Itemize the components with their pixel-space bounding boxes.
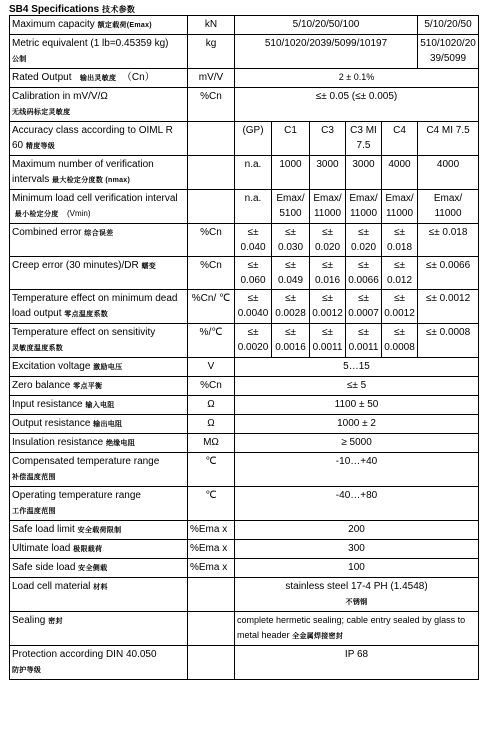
param-cn: 密封 [48,618,63,625]
param-en: Output resistance [12,418,91,429]
value-en: stainless steel 17-4 PH (1.4548) [285,581,428,592]
param-en: Input resistance [12,399,83,410]
unit-cell: ℃ [188,487,235,521]
param-cell [10,122,188,156]
value-cell: 4000 [382,156,418,190]
value-cell: ≤± 0.0066 [418,257,479,290]
value-cell: n.a. [235,190,272,224]
row-input-resistance [10,396,479,415]
value-cell: C4 [382,122,418,156]
param-en: Minimum load cell verification interval [12,193,178,204]
param-cn: 无线码标定灵敏度 [12,109,71,116]
value-cn: 不锈钢 [345,599,368,606]
value-cell: Emax/ 5100 [272,190,310,224]
value-cell: C4 MI 7.5 [418,122,479,156]
unit-cell: %Cn [188,224,235,257]
param-cell [10,88,188,122]
param-en: Safe side load [12,562,76,573]
param-cn: 输入电阻 [85,402,115,409]
title-cn: 技术参数 [102,5,136,14]
value-cell: ≤± 0.0012 [382,290,418,324]
unit-cell: V [188,358,235,377]
value-cell: ≤± 0.0008 [382,324,418,358]
unit-cell [188,612,235,646]
value-cell: C3 [310,122,346,156]
unit-cell: MΩ [188,434,235,453]
row-maximum-capacity [10,16,479,35]
row-load-cell-material [10,578,479,612]
value-cell: ≤± 0.020 [310,224,346,257]
value-cell: C1 [272,122,310,156]
unit-cell: %Ema x [188,521,235,540]
value-cell: ≤± 0.016 [310,257,346,290]
unit-cell: kN [188,16,235,35]
row-output-resistance [10,415,479,434]
value-cell: ≤± 0.0007 [346,290,382,324]
row-safe-load-limit [10,521,479,540]
unit-cell [188,190,235,224]
value-cell: ≤± 0.0028 [272,290,310,324]
param-en: Maximum number of verification intervals [12,159,154,185]
value-cn: 全金属焊接密封 [292,633,344,640]
param-en: Creep error (30 minutes)/DR [12,260,139,271]
value-en: complete hermetic sealing; cable entry sealed by glass to metal header [237,615,466,640]
value-cell: ≥ 5000 [235,434,479,453]
param-cn: 补偿温度范围 [12,474,56,481]
value-cell: 5/10/20/50/100 [235,16,418,35]
row-ultimate-load [10,540,479,559]
param-cell [10,257,188,290]
param-cn: 最大检定分度数 (nmax) [52,177,131,184]
value-cell: 1100 ± 50 [235,396,479,415]
param-cell [10,358,188,377]
param-cn: 最小检定分度 [14,211,59,218]
value-cell [235,578,479,612]
value-cell: 3000 [310,156,346,190]
param-en: Combined error [12,227,82,238]
value-cell: ≤± 5 [235,377,479,396]
param-cell [10,559,188,578]
value-cell: ≤± 0.060 [235,257,272,290]
value-cell: ≤± 0.0016 [272,324,310,358]
param-en: Sealing [12,615,46,626]
param-cn: 材料 [93,584,108,591]
param-cn-symbol: (Vmin) [66,209,91,218]
value-cell: ≤± 0.0066 [346,257,382,290]
param-cell [10,377,188,396]
value-cell: C3 MI 7.5 [346,122,382,156]
unit-cell: %Ema x [188,540,235,559]
param-cell [10,415,188,434]
unit-cell [188,156,235,190]
value-cell: ≤± 0.049 [272,257,310,290]
row-accuracy-class [10,122,479,156]
value-cell: ≤± 0.0012 [310,290,346,324]
param-cell [10,190,188,224]
unit-cell: %Ema x [188,559,235,578]
param-en: Insulation resistance [12,437,104,448]
param-en: Calibration in mV/V/Ω [12,91,108,102]
param-cell [10,35,188,69]
param-cn: 综合误差 [84,230,114,237]
param-en: Load cell material [12,581,91,592]
unit-cell: ℃ [188,453,235,487]
value-cell: 300 [235,540,479,559]
page-title [9,4,135,15]
value-cell: ≤± 0.0011 [310,324,346,358]
row-temp-effect-sensitivity [10,324,479,358]
param-cn: 零点温度系数 [64,311,109,318]
param-cn: 零点平衡 [73,383,103,390]
param-cn: 精度等级 [25,143,56,150]
value-cell: (GP) [235,122,272,156]
value-cell: Emax/ 11000 [382,190,418,224]
row-zero-balance [10,377,479,396]
value-cell: ≤± 0.040 [235,224,272,257]
param-cell [10,434,188,453]
param-cn: 工作温度范围 [12,508,56,515]
param-cn: 安全侧载 [78,565,108,572]
unit-cell: %/℃ [188,324,235,358]
row-compensated-temperature [10,453,479,487]
value-cell: 100 [235,559,479,578]
value-cell: ≤± 0.020 [346,224,382,257]
row-safe-side-load [10,559,479,578]
param-cn: 蠕变 [141,263,157,270]
param-cn: 灵敏度温度系数 [12,345,64,352]
row-operating-temperature [10,487,479,521]
param-cell [10,612,188,646]
param-cn: 输出灵敏度 [79,75,117,82]
param-cell [10,324,188,358]
unit-cell: %Cn [188,377,235,396]
param-en: Ultimate load [12,543,71,554]
row-rated-output [10,69,479,88]
unit-cell: Ω [188,396,235,415]
param-cell [10,487,188,521]
row-calibration [10,88,479,122]
param-en: Accuracy class according to OIML R 60 [12,125,173,151]
param-en: Compensated temperature range [12,456,160,467]
row-creep-error [10,257,479,290]
unit-cell [188,578,235,612]
value-cell: ≤± 0.05 (≤± 0.005) [235,88,479,122]
value-cell: 1000 ± 2 [235,415,479,434]
value-cell: 510/1020/20 39/5099 [418,35,479,69]
value-cell: 510/1020/2039/5099/10197 [235,35,418,69]
param-en: Zero balance [12,380,71,391]
unit-cell: Ω [188,415,235,434]
value-cell: ≤± 0.018 [418,224,479,257]
param-en: Temperature effect on minimum dead load output [12,293,178,319]
value-cell: 5…15 [235,358,479,377]
param-cn-symbol: （Cn） [121,72,155,83]
value-cell: 1000 [272,156,310,190]
param-cn: 极限载荷 [73,546,103,553]
unit-cell: mV/V [188,69,235,88]
value-cell: 3000 [346,156,382,190]
param-cn: 激励电压 [93,364,123,371]
value-cell: Emax/ 11000 [346,190,382,224]
value-cell: -10…+40 [235,453,479,487]
param-cell [10,521,188,540]
param-cell [10,578,188,612]
row-temp-effect-dead-load [10,290,479,324]
value-cell: ≤± 0.0012 [418,290,479,324]
param-cell [10,646,188,680]
value-cell: Emax/ 11000 [310,190,346,224]
row-excitation-voltage [10,358,479,377]
unit-cell: %Cn [188,88,235,122]
param-cell [10,69,188,88]
param-cell [10,290,188,324]
value-cell: 200 [235,521,479,540]
param-en: Operating temperature range [12,490,141,501]
row-metric-equivalent [10,35,479,69]
row-combined-error [10,224,479,257]
param-cn: 安全载荷限制 [77,527,122,534]
param-cell [10,540,188,559]
param-cell [10,156,188,190]
param-en: Rated Output [12,72,72,83]
value-cell: ≤± 0.012 [382,257,418,290]
param-cell [10,396,188,415]
unit-cell [188,122,235,156]
param-cell [10,453,188,487]
unit-cell: %Cn [188,257,235,290]
value-cell: ≤± 0.0008 [418,324,479,358]
row-max-verification-intervals [10,156,479,190]
row-protection [10,646,479,680]
value-cell: n.a. [235,156,272,190]
param-cn: 绝缘电阻 [105,440,136,447]
param-cn: 公制 [12,56,27,63]
param-cn: 防护等级 [12,667,42,674]
param-en: Excitation voltage [12,361,91,372]
row-sealing [10,612,479,646]
param-en: Safe load limit [12,524,75,535]
param-cn: 输出电阻 [93,421,123,428]
unit-cell: kg [188,35,235,69]
value-cell: 5/10/20/50 [418,16,479,35]
value-cell: ≤± 0.018 [382,224,418,257]
value-cell: ≤± 0.030 [272,224,310,257]
param-en: Protection according DIN 40.050 [12,649,157,660]
spec-table [9,15,479,680]
param-cell [10,16,188,35]
value-cell: ≤± 0.0040 [235,290,272,324]
row-min-verification-interval [10,190,479,224]
value-cell: IP 68 [235,646,479,680]
param-en: Temperature effect on sensitivity [12,327,156,338]
param-en: Metric equivalent (1 lb=0.45359 kg) [12,38,169,49]
title-en: SB4 Specifications [9,4,100,15]
value-cell: 4000 [418,156,479,190]
param-cell [10,224,188,257]
value-cell: Emax/ 11000 [418,190,479,224]
unit-cell: %Cn/ ℃ [188,290,235,324]
value-cell [235,612,479,646]
value-cell: -40…+80 [235,487,479,521]
value-cell: 2 ± 0.1% [235,69,479,88]
value-cell: ≤± 0.0020 [235,324,272,358]
param-en: Maximum capacity [12,19,95,30]
value-cell: ≤± 0.0011 [346,324,382,358]
unit-cell [188,646,235,680]
row-insulation-resistance [10,434,479,453]
param-cn: 额定载荷(Emax) [97,22,152,29]
